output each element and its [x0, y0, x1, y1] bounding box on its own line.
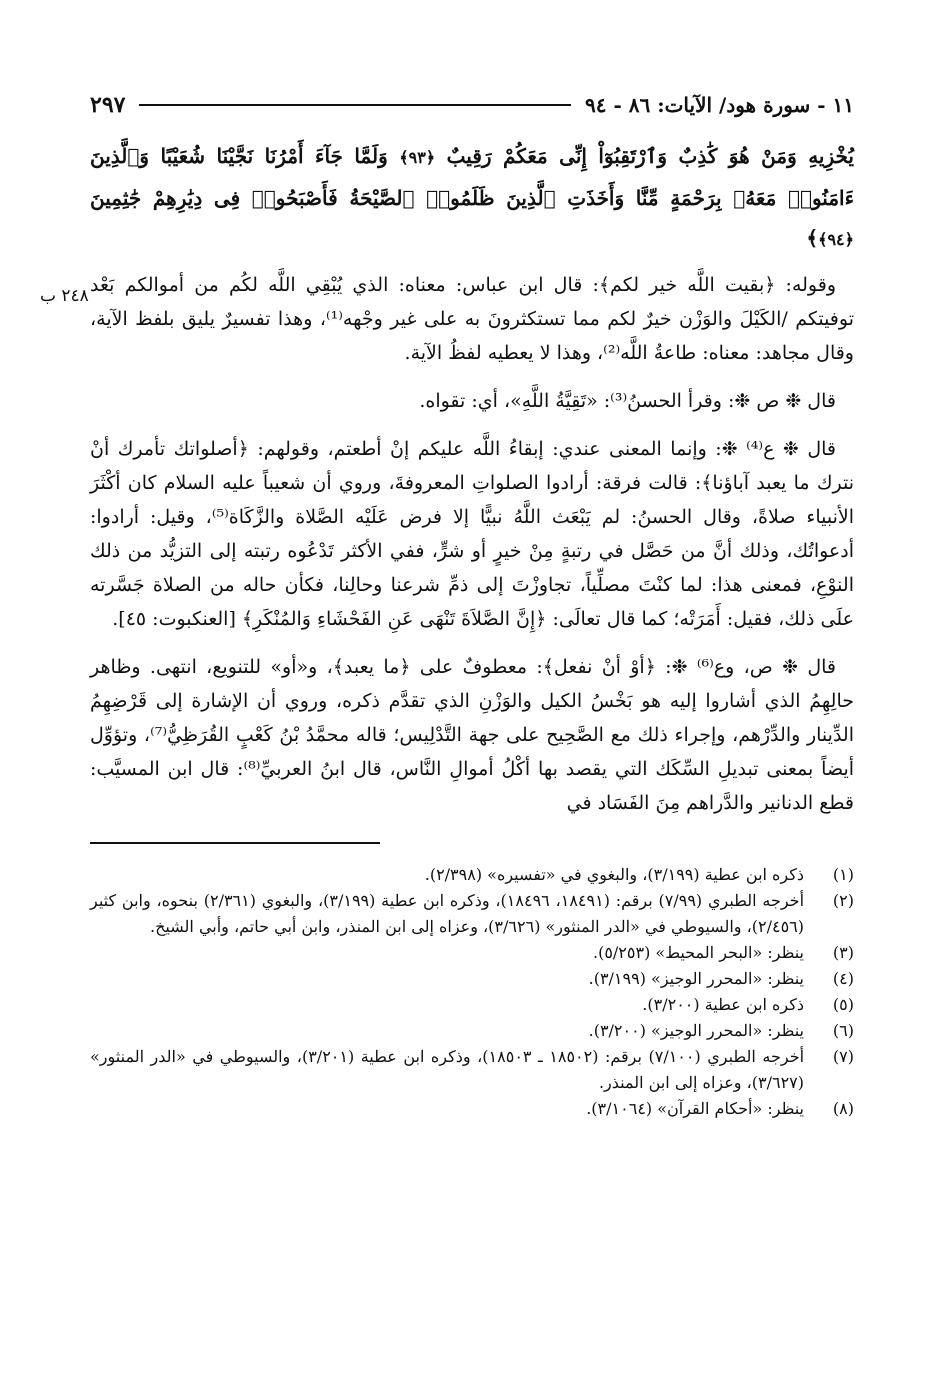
footnote-number: (٨): [832, 1099, 854, 1118]
ayah-number-94: ﴿٩٤﴾: [818, 230, 854, 249]
margin-manuscript-reference: ٢٤٨ ب: [40, 286, 89, 306]
footnote-number: (١): [832, 865, 854, 884]
footnote-text: ذكره ابن عطية (٣/٢٠٠).: [642, 995, 804, 1014]
footnote-number: (٦): [832, 1021, 854, 1040]
footnote-item: [90, 888, 854, 940]
footnote-text: أخرجه الطبري (٧/١٠٠) برقم: (١٨٥٠٢ ـ ١٨٥٠٣)، وذكره ابن عطية (٣/٢٠١)، والسيوطي في «الدر المنثور» (٣/٦٢٧)، وعزاه إلى ابن المنذر.: [90, 1047, 805, 1092]
footnotes: [90, 862, 854, 1122]
quran-verse-block: [90, 136, 854, 260]
footnote-number: (٥): [832, 995, 854, 1014]
footnote-text: أخرجه الطبري (٧/٩٩) برقم: (١٨٤٩١، ١٨٤٩٦)، وذكره ابن عطية (٣/١٩٩)، والبغوي (٢/٣٦١) بنحوه، وابن كثير (٢/٤٥٦)، والسيوطي في «الدر المنثور» (٣/٦٢٦)، وعزاه إلى ابن المنذر، وابن أبي حاتم، وأبي الشيخ.: [90, 891, 805, 936]
footnote-text: ذكره ابن عطية (٣/١٩٩)، والبغوي في «تفسيره» (٢/٣٩٨).: [424, 865, 804, 884]
footnote-item: [90, 862, 854, 888]
footnote-item: [90, 940, 854, 966]
footnote-text: ينظر: «البحر المحيط» (٥/٢٥٣).: [592, 943, 804, 962]
footnote-item: [90, 1044, 854, 1096]
commentary-paragraph: قال ❉ ص ❉: وقرأ الحسنُ⁽³⁾: «تَقِيَّةُ اللَّهِ»، أي: تقواه.: [419, 390, 836, 412]
verse-text-1: يُخْزِيهِ وَمَنْ هُوَ كَٰذِبٌ وَٱرْتَقِبُوٓاْ إِنِّى مَعَكُمْ رَقِيبٌ: [446, 144, 854, 168]
footnote-text: ينظر: «المحرر الوجيز» (٣/٢٠٠).: [588, 1021, 804, 1040]
footnote-number: (٧): [832, 1047, 854, 1066]
commentary-paragraph: وقوله: ﴿بقيت اللَّه خير لكم﴾: قال ابن عباس: معناه: الذي يُبْقِي اللَّه لكُم من أموالكم بَعْد توفيتكم /الكَيْلَ والوَزْن خيرٌ لكم مما تستكثرونَ به على غير وجْهه⁽¹⁾، وهذا تفسيرٌ يليق بلفظ الآية، وقال مجاهد: معناه: طاعةُ اللَّه⁽²⁾، وهذا لا يعطيه لفظُ الآية.: [90, 274, 854, 364]
running-title: ١١ - سورة هود/ الآيات: ٨٦ - ٩٤: [585, 93, 854, 117]
page-number: ٢٩٧: [90, 92, 126, 118]
footnote-item: [90, 1018, 854, 1044]
verse-close-bracket: ﴾: [806, 226, 819, 250]
footnote-number: (٢): [832, 891, 854, 910]
footnote-number: (٣): [832, 943, 854, 962]
header-rule: [139, 104, 571, 106]
footnote-text: ينظر: «المحرر الوجيز» (٣/١٩٩).: [588, 969, 804, 988]
commentary-paragraph: قال ❉ ص، وع⁽⁶⁾ ❉: ﴿أوْ أنْ نفعل﴾: معطوفٌ على ﴿ما يعبد﴾، و«أو» للتنويع، انتهى. وظاهر حالِهِمُ الذي أشاروا إليه هو بَخْسُ الكيل والوَزْنِ الذي تقدَّم ذكره، وروي أن الإشارة إلى قَرْضِهِمُ الدِّينار والدِّرْهم، وإجراء ذلك مع الصَّحِيح على جهة التَّدْلِيس؛ قاله محمَّدُ بْنُ كَعْبٍ القُرَظِيُّ⁽⁷⁾، وتؤوِّل أيضاً بمعنى تبديلِ السِّكَك التي يقصد بها أكْلُ أموالِ النَّاس، قال ابنُ العربيِّ⁽⁸⁾: قال ابن المسيَّب: قطع الدنانير والدَّراهم مِنَ الفَسَاد في: [90, 656, 855, 814]
verse-text-2: وَلَمَّا جَآءَ أَمْرُنَا نَجَّيْنَا شُعَيْبًا وَٱلَّذِينَ ءَامَنُوا۟ مَعَهُۥ بِرَحْمَةٍ مِّنَّا وَأَخَذَتِ ٱلَّذِينَ ظَلَمُوا۟ ٱلصَّيْحَةُ فَأَصْبَحُوا۟ فِى دِيَٰرِهِمْ جَٰثِمِينَ: [90, 144, 854, 210]
commentary-paragraph: قال ❉ ع⁽⁴⁾ ❉: وإنما المعنى عندي: إبقاءُ اللَّه عليكم إنْ أطعتم، وقولهم: ﴿أصلواتك تأمرك أنْ نترك ما يعبد آباؤنا﴾: قالت فرقة: أرادوا الصلواتِ المعروفةَ، وروي أن شعيباً عليه السلام كان أكْثَرَ الأنبياء صلاةً، وقال الحسنُ: لم يَبْعَث اللَّهُ نبيًّا إلا فرض عَلَيْه الصَّلاة والزَّكَاة⁽⁵⁾، وقيل: أرادوا: أدعواتُك، وذلك أنَّ من حَصَّل في رتبةٍ مِنْ خيرٍ أو شرٍّ، ففي الأكثر تَدْعُوه رتبته إلى التزيُّد من ذلك النوْعِ، فمعنى هذا: لما كنْتَ مصلِّياً، تجاوزْتَ إلى ذمِّ شرعنا وحالِنا، فكأن حاله من الصلاة جَسَّرته علَى ذلك، فقيل: أَمَرَتْه؛ كما قال تعالَى: ﴿إِنَّ الصَّلاَةَ تَنْهَى عَنِ الفَحْشَاءِ وَالمُنْكَرِ﴾ [العنكبوت: ٤٥].: [90, 438, 854, 630]
footnote-item: [90, 992, 854, 1018]
footnote-item: [90, 966, 854, 992]
footnote-item: [90, 1096, 854, 1122]
footnote-text: ينظر: «أحكام القرآن» (٣/١٠٦٤).: [586, 1099, 804, 1118]
page-header: [90, 88, 854, 122]
footnote-separator: [90, 842, 380, 844]
ayah-number-93: ﴿٩٣﴾: [399, 148, 436, 167]
footnote-number: (٤): [832, 969, 854, 988]
